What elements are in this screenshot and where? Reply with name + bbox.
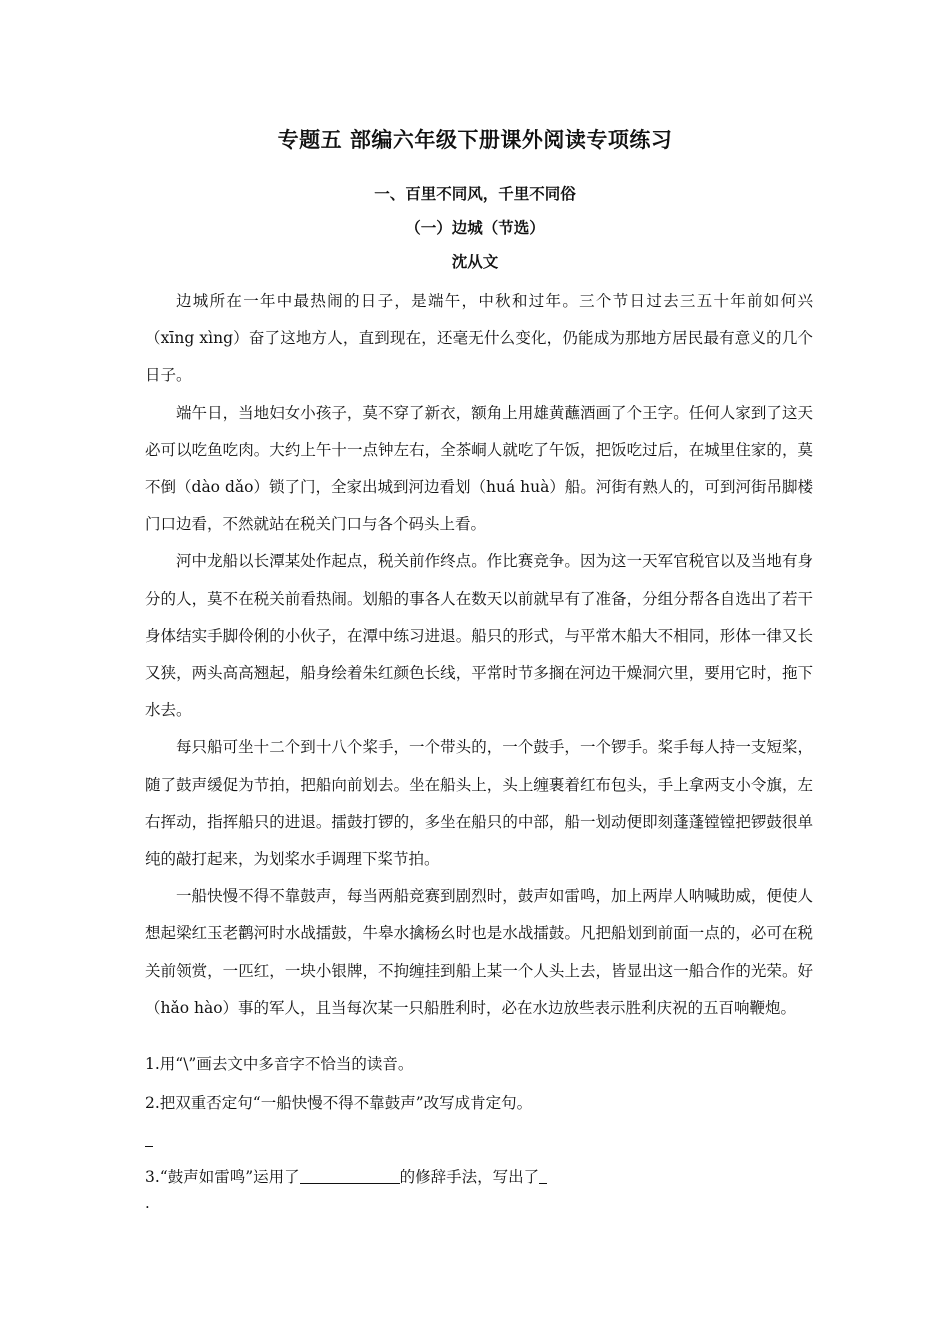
- question-3: [145, 1165, 825, 1189]
- answer-blank[interactable]: [145, 1130, 153, 1147]
- question-3-prefix: 3.“鼓声如雷鸣”运用了: [145, 1168, 300, 1186]
- passage-paragraph: 一船快慢不得不靠鼓声，每当两船竞赛到剧烈时，鼓声如雷鸣，加上两岸人呐喊助威，便使人想起梁红玉老鹳河时水战擂鼓，牛皋水擒杨幺时也是水战擂鼓。凡把船划到前面一点的，必可在税关前领赏，一匹红，一块小银牌，不拘缠挂到船上某一个人头上去，皆显出这一船合作的光荣。好（hǎo hào）事的军人，且当每次某一只船胜利时，必在水边放些表示胜利庆祝的五百响鞭炮。: [145, 887, 813, 1017]
- question-1: 1.用“\”画去文中多音字不恰当的读音。: [145, 1055, 414, 1073]
- section-heading: 一、百里不同风，千里不同俗: [374, 185, 576, 203]
- question-2: 2.把双重否定句“一船快慢不得不靠鼓声”改写成肯定句。: [145, 1094, 533, 1112]
- passage-paragraph: 边城所在一年中最热闹的日子，是端午，中秋和过年。三个节日过去三五十年前如何兴（xīng xìng）奋了这地方人，直到现在，还毫无什么变化，仍能成为那地方居民最有意义的几个日子。: [145, 292, 813, 385]
- passage-heading: （一）边城（节选）: [405, 219, 545, 237]
- document-title: 专题五 部编六年级下册课外阅读专项练习: [277, 128, 673, 152]
- passage-paragraph: 端午日，当地妇女小孩子，莫不穿了新衣，额角上用雄黄蘸酒画了个王字。任何人家到了这天必可以吃鱼吃肉。大约上午十一点钟左右，全茶峒人就吃了午饭，把饭吃过后，在城里住家的，莫不倒（dào dǎo）锁了门，全家出城到河边看划（huá huà）船。河街有熟人的，可到河街吊脚楼门口边看，不然就站在税关门口与各个码头上看。: [145, 403, 813, 534]
- passage-body: [145, 283, 813, 1027]
- answer-blank[interactable]: [539, 1167, 547, 1184]
- passage-paragraph: 河中龙船以长潭某处作起点，税关前作终点。作比赛竞争。因为这一天军官税官以及当地有身分的人，莫不在税关前看热闹。划船的事各人在数天以前就早有了准备，分组分帮各自选出了若干身体结实手脚伶俐的小伙子，在潭中练习进退。船只的形式，与平常木船大不相同，形体一律又长又狭，两头高高翘起，船身绘着朱红颜色长线，平常时节多搁在河边干燥洞穴里，要用它时，拖下水去。: [145, 552, 813, 720]
- passage-paragraph: 每只船可坐十二个到十八个桨手，一个带头的，一个鼓手，一个锣手。桨手每人持一支短桨，随了鼓声缓促为节拍，把船向前划去。坐在船头上，头上缠裹着红布包头，手上拿两支小令旗，左右挥动，指挥船只的进退。擂鼓打锣的，多坐在船只的中部，船一划动便即刻蓬蓬镗镗把锣鼓很单纯的敲打起来，为划桨水手调理下桨节拍。: [145, 738, 813, 869]
- passage-author: 沈从文: [451, 253, 499, 271]
- answer-blank[interactable]: [300, 1167, 400, 1184]
- question-2-answer-line[interactable]: [145, 1128, 825, 1152]
- question-3-middle: 的修辞手法，写出了: [399, 1168, 540, 1186]
- trailing-dot: .: [145, 1194, 150, 1212]
